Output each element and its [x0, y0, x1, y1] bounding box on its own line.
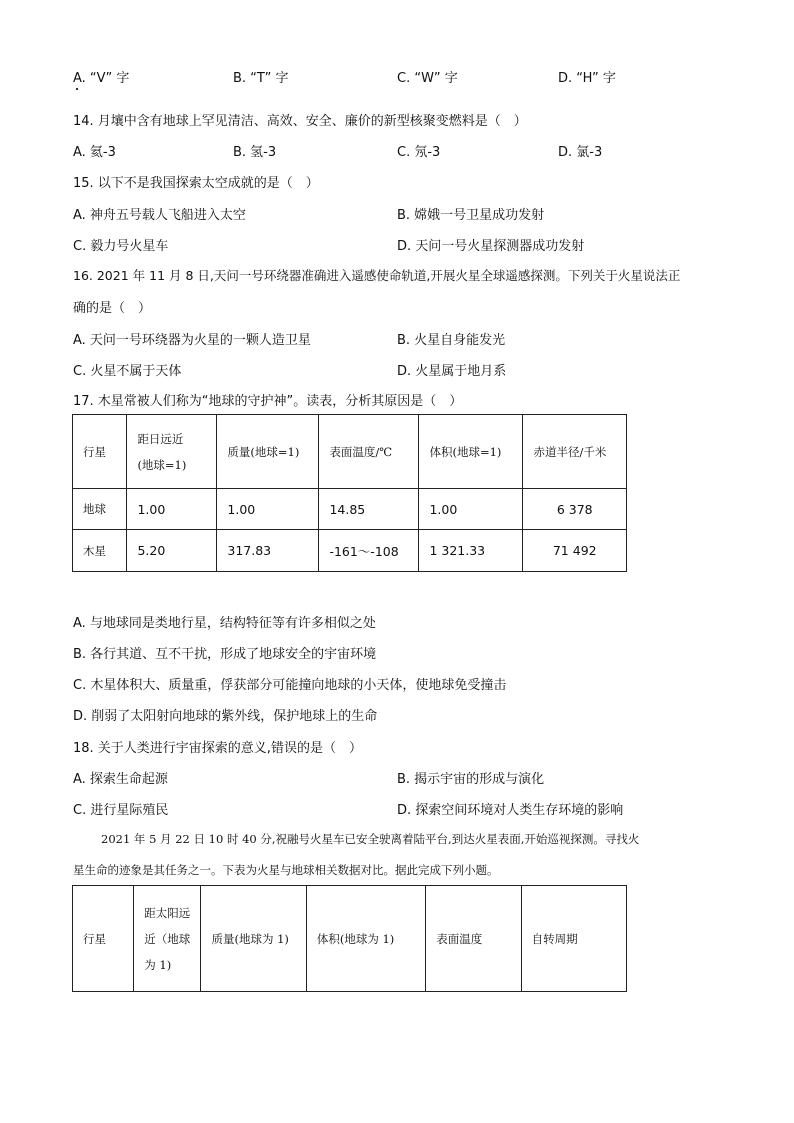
- q16-option-b[interactable]: B. 火星自身能发光: [397, 333, 506, 348]
- q16-option-c[interactable]: C. 火星不属于天体: [73, 364, 182, 379]
- q14-option-c[interactable]: C. 氖-3: [397, 145, 441, 160]
- table-header-cell: [134, 886, 201, 992]
- table-row: [73, 530, 627, 572]
- q16-option-d[interactable]: D. 火星属于地月系: [397, 364, 507, 379]
- table-cell: 1 321.33: [419, 530, 523, 572]
- table-header-cell: 体积(地球为 1): [306, 886, 425, 992]
- table-cell: 木星: [73, 530, 127, 572]
- q17-data-table: [72, 414, 627, 572]
- table-header-cell: 体积(地球=1): [419, 415, 523, 489]
- table-cell: 14.85: [319, 489, 419, 530]
- q18-stem: 18. 关于人类进行宇宙探索的意义,错误的是（ ）: [73, 741, 362, 756]
- table-row: [73, 489, 627, 530]
- table-cell: 317.83: [217, 530, 319, 572]
- q16-stem-line2: 确的是（ ）: [73, 301, 152, 316]
- q13-option-c[interactable]: C. “W” 字: [397, 71, 458, 86]
- q14-option-a[interactable]: A. 氦-3: [73, 145, 116, 160]
- header-line: 距太阳远: [144, 905, 191, 920]
- header-line: 近（地球: [144, 931, 191, 946]
- table-header-cell: 表面温度: [426, 886, 521, 992]
- table-header-cell: 行星: [73, 886, 134, 992]
- table-cell: 1.00: [419, 489, 523, 530]
- q17-option-c[interactable]: C. 木星体积大、质量重，俘获部分可能撞向地球的小天体，使地球免受撞击: [73, 678, 507, 693]
- q18-option-c[interactable]: C. 进行星际殖民: [73, 803, 169, 818]
- header-line: (地球=1): [137, 457, 187, 472]
- q17-option-a[interactable]: A. 与地球同是类地行星，结构特征等有许多相似之处: [73, 616, 376, 631]
- table-cell: 1.00: [127, 489, 217, 530]
- mars-earth-table: [72, 885, 627, 992]
- q17-option-d[interactable]: D. 削弱了太阳射向地球的紫外线，保护地球上的生命: [73, 709, 378, 724]
- passage-line-2: 星生命的迹象是其任务之一。下表为火星与地球相关数据对比。据此完成下列小题。: [73, 863, 499, 877]
- table-cell: 1.00: [217, 489, 319, 530]
- table-header-cell: 行星: [73, 415, 127, 489]
- table-header-cell: 质量(地球=1): [217, 415, 319, 489]
- table-header-cell: [127, 415, 217, 489]
- q18-option-a[interactable]: A. 探索生命起源: [73, 772, 168, 787]
- q13-option-a[interactable]: A. “V” 字: [73, 71, 130, 86]
- q18-option-b[interactable]: B. 揭示宇宙的形成与演化: [397, 772, 545, 787]
- table-header-row: [73, 886, 627, 992]
- q16-stem-line1: 16. 2021 年 11 月 8 日,天问一号环绕器准确进入遥感使命轨道,开展火星全球遥感探测。下列关于火星说法正: [73, 268, 681, 283]
- table-header-row: [73, 415, 627, 489]
- header-line: 为 1): [144, 957, 172, 972]
- q14-stem: 14. 月壤中含有地球上罕见清洁、高效、安全、廉价的新型核聚变燃料是（ ）: [73, 114, 527, 129]
- table-header-cell: 质量(地球为 1): [201, 886, 306, 992]
- stray-dot: [76, 88, 78, 90]
- table-cell: -161～-108: [319, 530, 419, 572]
- q15-option-d[interactable]: D. 天问一号火星探测器成功发射: [397, 239, 585, 254]
- table-header-cell: 自转周期: [521, 886, 626, 992]
- table-header-cell: 赤道半径/千米: [523, 415, 627, 489]
- table-cell: 6 378: [523, 489, 627, 530]
- q14-option-b[interactable]: B. 氢-3: [233, 145, 277, 160]
- q18-option-d[interactable]: D. 探索空间环境对人类生存环境的影响: [397, 803, 624, 818]
- q17-stem: 17. 木星常被人们称为“地球的守护神”。读表，分析其原因是（ ）: [73, 394, 463, 409]
- q15-stem: 15. 以下不是我国探索太空成就的是（ ）: [73, 176, 319, 191]
- q17-option-b[interactable]: B. 各行其道、互不干扰，形成了地球安全的宇宙环境: [73, 647, 377, 662]
- q15-option-c[interactable]: C. 毅力号火星车: [73, 239, 169, 254]
- q14-option-d[interactable]: D. 氯-3: [558, 145, 603, 160]
- header-line: 距日远近: [137, 431, 184, 446]
- q16-option-a[interactable]: A. 天问一号环绕器为火星的一颗人造卫星: [73, 333, 311, 348]
- q15-option-b[interactable]: B. 嫦娥一号卫星成功发射: [397, 208, 545, 223]
- passage-line-1: 2021 年 5 月 22 日 10 时 40 分,祝融号火星车已安全驶离着陆平台,到达火星表面,开始巡视探测。寻找火: [101, 832, 640, 846]
- q13-option-d[interactable]: D. “H” 字: [558, 71, 616, 86]
- q15-option-a[interactable]: A. 神舟五号载人飞船进入太空: [73, 208, 246, 223]
- table-cell: 地球: [73, 489, 127, 530]
- table-cell: 71 492: [523, 530, 627, 572]
- table-header-cell: 表面温度/℃: [319, 415, 419, 489]
- q13-option-b[interactable]: B. “T” 字: [233, 71, 289, 86]
- table-cell: 5.20: [127, 530, 217, 572]
